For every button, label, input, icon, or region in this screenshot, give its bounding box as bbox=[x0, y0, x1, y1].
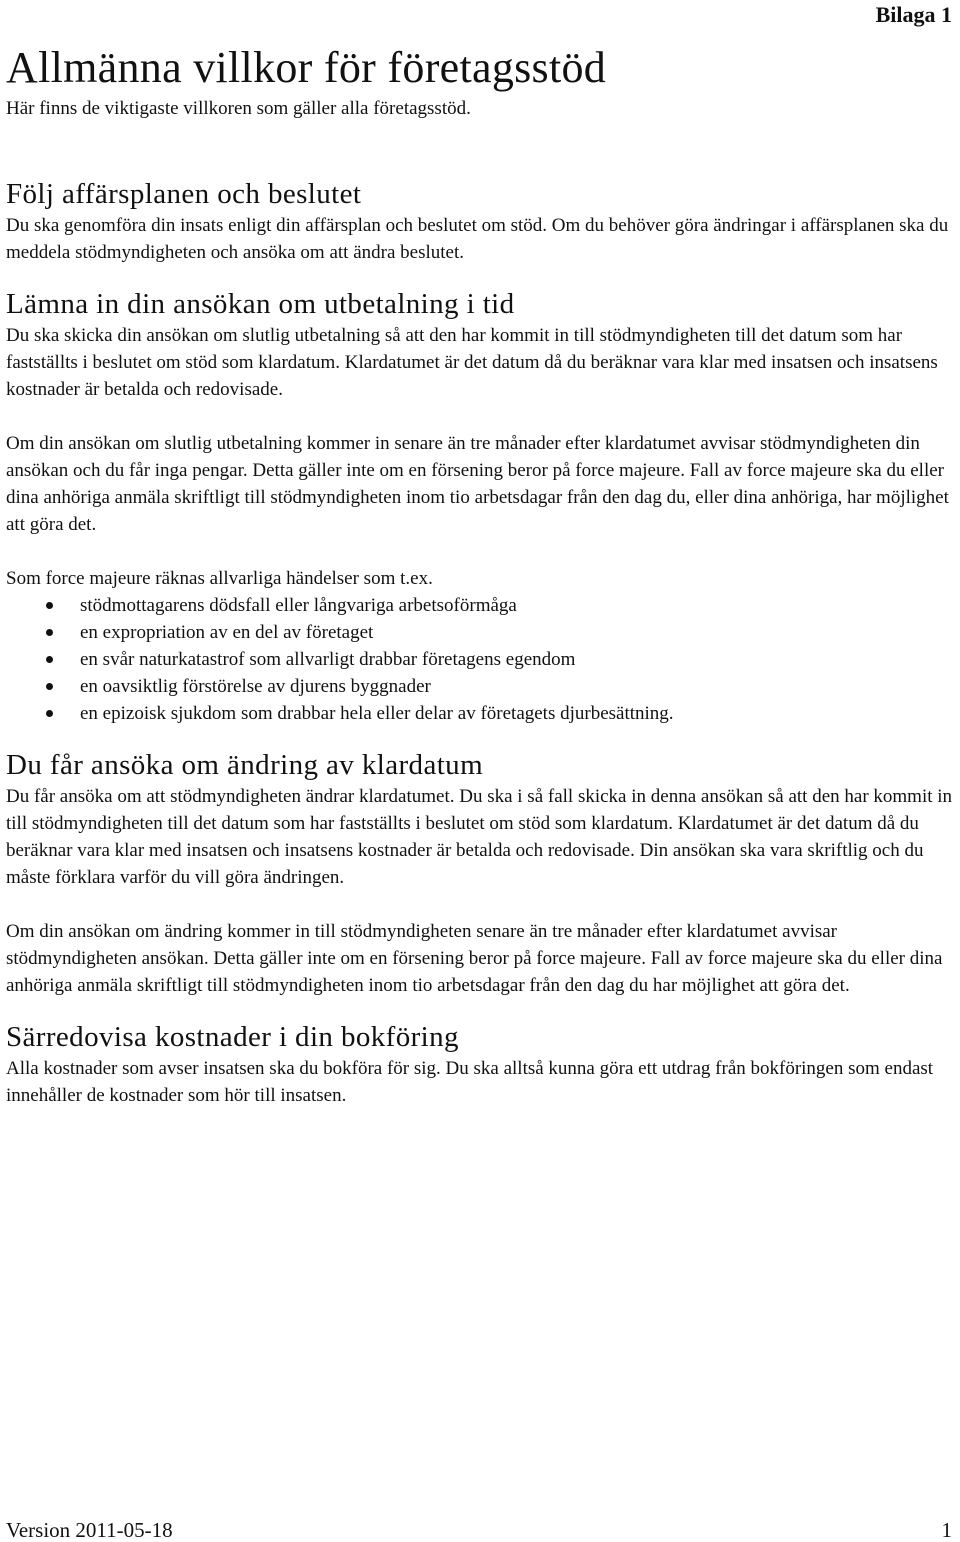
page-subtitle: Här finns de viktigaste villkoren som gäller alla företagsstöd. bbox=[6, 98, 471, 119]
list-item: en svår naturkatastrof som allvarligt drabbar företagens egendom bbox=[6, 646, 954, 673]
section-payment-application bbox=[6, 286, 954, 727]
section-paragraph: Du får ansöka om att stödmyndigheten ändrar klardatumet. Du ska i så fall skicka in denna ansökan så att den har kommit in till stödmyndigheten till det datum som har fastställts i beslutet om stöd som klardatum. Klardatumet är det datum då du beräknar vara klar med insatsen och insatsens kostnader är betalda och redovisade. Din ansökan ska vara skriftlig och du måste förklara varför du vill göra ändringen. bbox=[6, 786, 953, 888]
bullet-icon bbox=[46, 683, 53, 690]
bullet-icon bbox=[46, 710, 53, 717]
appendix-label: Bilaga 1 bbox=[875, 2, 952, 27]
bullet-icon bbox=[46, 629, 53, 636]
list-item: en expropriation av en del av företaget bbox=[6, 619, 954, 646]
page-footer bbox=[6, 1519, 952, 1541]
section-heading: Lämna in din ansökan om utbetalning i tid bbox=[6, 288, 515, 320]
section-paragraph: Om din ansökan om ändring kommer in till stödmyndigheten senare än tre månader efter klardatumet avvisar stödmyndigheten ansökan. Detta gäller inte om en försening beror på force majeure. Fall av force majeure ska du eller dina anhöriga anmäla skriftligt till stödmyndigheten inom tio arbetsdagar från den dag du har möjlighet att göra det. bbox=[6, 921, 943, 996]
version-label: Version 2011-05-18 bbox=[6, 1518, 173, 1542]
section-paragraph: Som force majeure räknas allvarliga händelser som t.ex. bbox=[6, 568, 433, 589]
list-item: stödmottagarens dödsfall eller långvariga arbetsoförmåga bbox=[6, 592, 954, 619]
page-title: Allmänna villkor för företagsstöd bbox=[6, 43, 607, 92]
list-item: en epizoisk sjukdom som drabbar hela eller delar av företagets djurbesättning. bbox=[6, 700, 954, 727]
section-paragraph: Alla kostnader som avser insatsen ska du bokföra för sig. Du ska alltså kunna göra ett utdrag från bokföringen som endast innehåller de kostnader som hör till insatsen. bbox=[6, 1058, 934, 1106]
section-follow-business-plan bbox=[6, 176, 954, 266]
document-body bbox=[6, 40, 954, 1109]
bullet-icon bbox=[46, 656, 53, 663]
section-separate-accounting bbox=[6, 1019, 954, 1109]
list-item: en oavsiktlig förstörelse av djurens byggnader bbox=[6, 673, 954, 700]
page-number: 1 bbox=[941, 1518, 952, 1542]
section-paragraph: Du ska genomföra din insats enligt din affärsplan och beslutet om stöd. Om du behöver göra ändringar i affärsplanen ska du meddela stödmyndigheten och ansöka om att ändra beslutet. bbox=[6, 215, 949, 263]
section-heading: Följ affärsplanen och beslutet bbox=[6, 178, 362, 210]
section-paragraph: Du ska skicka din ansökan om slutlig utbetalning så att den har kommit in till stödmyndigheten till det datum som har fastställts i beslutet om stöd som klardatum. Klardatumet är det datum då du beräknar vara klar med insatsen och insatsens kostnader är betalda och redovisade. bbox=[6, 325, 938, 400]
section-paragraph: Om din ansökan om slutlig utbetalning kommer in senare än tre månader efter klardatumet avvisar stödmyndigheten din ansökan och du får inga pengar. Detta gäller inte om en försening beror på force majeure. Fall av force majeure ska du eller dina anhöriga anmäla skriftligt till stödmyndigheten inom tio arbetsdagar från den dag du, eller dina anhöriga, har möjlighet att göra det. bbox=[6, 433, 949, 535]
force-majeure-list bbox=[6, 592, 954, 727]
section-heading: Du får ansöka om ändring av klardatum bbox=[6, 749, 484, 781]
section-heading: Särredovisa kostnader i din bokföring bbox=[6, 1021, 459, 1053]
section-change-completion-date bbox=[6, 747, 954, 999]
bullet-icon bbox=[46, 602, 53, 609]
